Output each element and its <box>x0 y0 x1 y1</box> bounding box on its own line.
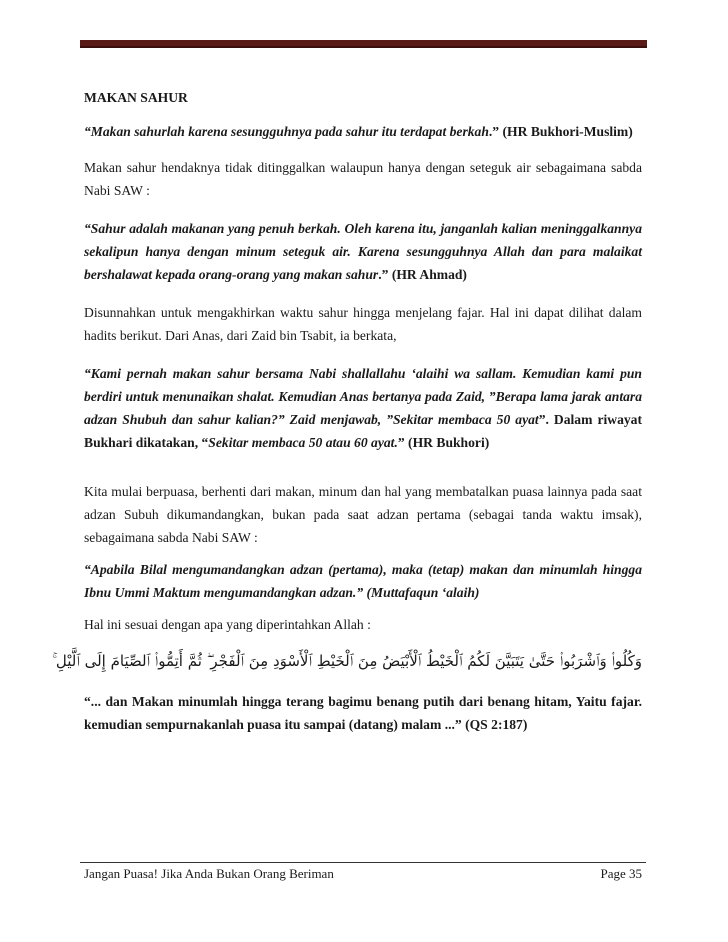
hadith-quote-4: “Apabila Bilal mengumandangkan adzan (pertama), maka (tetap) makan dan minumlah hingga Ibnu Ummi Maktum mengumandangkan adzan.” (Muttafaqun ‘alaih) <box>84 562 642 600</box>
footer-rule <box>80 862 646 863</box>
page-footer <box>84 866 642 882</box>
hadith-quote-1 <box>84 120 642 143</box>
section-heading: MAKAN SAHUR <box>84 90 188 105</box>
paragraph-6: Kita mulai berpuasa, berhenti dari makan, minum dan hal yang membatalkan puasa lainnya pada saat adzan Subuh dikumandangkan, bukan pada saat adzan pertama (sebagai tanda waktu imsak), sebagaimana sabda Nabi SAW : <box>84 484 642 545</box>
paragraph-2: Makan sahur hendaknya tidak ditinggalkan walaupun hanya dengan seteguk air sebagaimana sabda Nabi SAW : <box>84 160 642 198</box>
hadith-quote-1-text: “Makan sahurlah karena sesungguhnya pada sahur itu terdapat berkah <box>84 124 489 139</box>
page-body <box>52 86 642 736</box>
hadith-quote-2 <box>84 217 642 286</box>
quran-verse-translation: “... dan Makan minumlah hingga terang bagimu benang putih dari benang hitam, Yaitu fajar. kemudian sempurnakanlah puasa itu sampai (datang) malam ...” (QS 2:187) <box>84 694 642 732</box>
hadith-quote-1-source: .” (HR Bukhori-Muslim) <box>488 124 633 139</box>
hadith-quote-3-text-a: “Kami pernah makan sahur bersama Nabi shallallahu ‘alaihi wa sallam. Kemudian kami pun berdiri untuk menunaikan shalat. Kemudian Anas bertanya pada Zaid, ”Berapa lama jarak antara adzan Shubuh dan sahur kalian?” Zaid menjawab, ”Sekitar membaca 50 ayat <box>84 366 642 427</box>
hadith-quote-3-text-b: Sekitar membaca 50 atau 60 ayat. <box>208 435 398 450</box>
hadith-quote-2-text: “Sahur adalah makanan yang penuh berkah. Oleh karena itu, janganlah kalian meninggalkannya sekalipun hanya dengan minum seteguk air. Karena sesungguhnya Allah dan para malaikat bershalawat kepada orang-orang yang makan sahur <box>84 221 642 282</box>
header-rule <box>80 40 647 48</box>
hadith-quote-3-source: ” (HR Bukhori) <box>397 435 490 450</box>
hadith-quote-2-source: .” (HR Ahmad) <box>378 267 467 282</box>
hadith-quote-3 <box>84 362 642 454</box>
footer-book-title: Jangan Puasa! Jika Anda Bukan Orang Beriman <box>84 866 334 881</box>
paragraph-4: Disunnahkan untuk mengakhirkan waktu sahur hingga menjelang fajar. Hal ini dapat dilihat dalam hadits berikut. Dari Anas, dari Zaid bin Tsabit, ia berkata, <box>84 305 642 343</box>
footer-page-number: Page 35 <box>600 866 642 881</box>
paragraph-8: Hal ini sesuai dengan apa yang diperintahkan Allah : <box>84 617 371 632</box>
quran-verse-arabic: وَكُلُوا۟ وَٱشْرَبُوا۟ حَتَّىٰ يَتَبَيَّنَ لَكُمُ ٱلْخَيْطُ ٱلْأَبْيَضُ مِنَ ٱلْخَيْطِ ٱلْأَسْوَدِ مِنَ ٱلْفَجْرِ ۖ ثُمَّ أَتِمُّوا۟ ٱلصِّيَامَ إِلَى ٱلَّيْلِ ۚ <box>52 652 642 670</box>
hadith-quote-3-mid: ”. Dalam riwayat Bukhari dikatakan, “ <box>84 412 642 450</box>
